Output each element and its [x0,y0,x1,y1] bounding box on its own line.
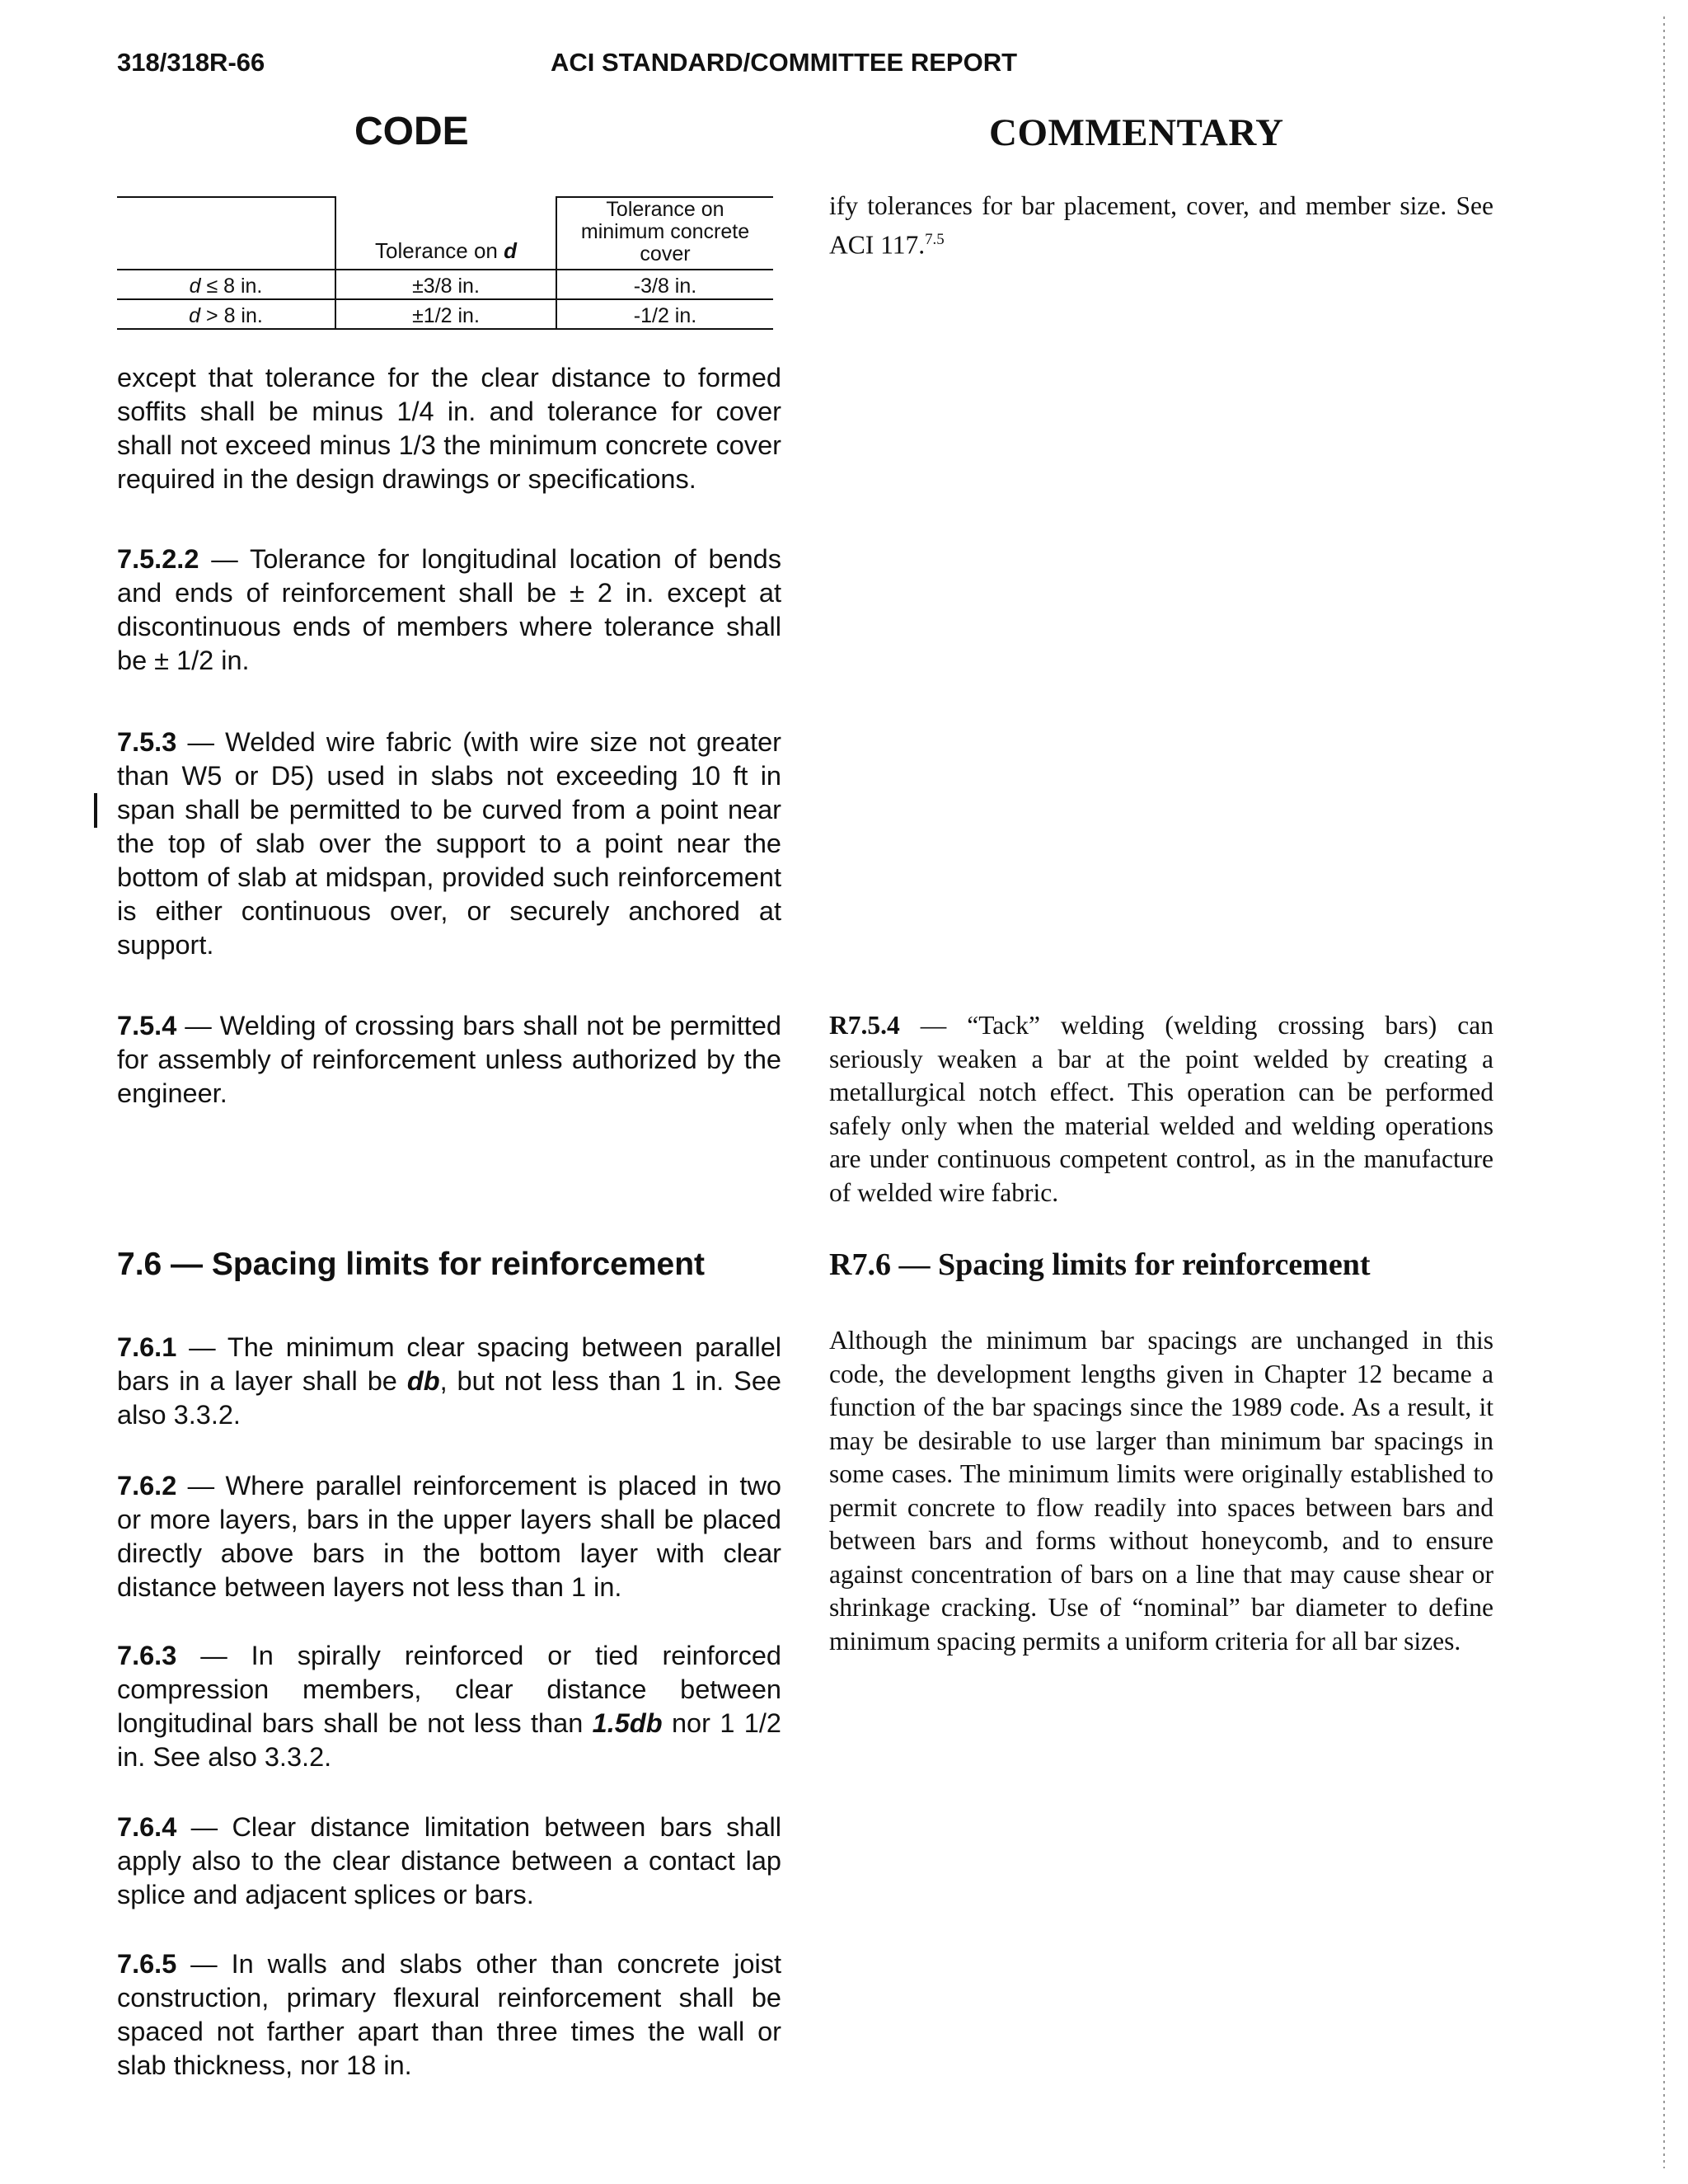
table-row [117,270,773,299]
page-number: 318/318R-66 [117,48,265,77]
section-7-6-4: 7.6.4 — Clear distance limitation between bars shall apply also to the clear distance between a contact lap splice and adjacent splices or bars. [117,1812,781,1909]
row-tolerance-d: ±1/2 in. [335,299,556,329]
row-condition: d ≤ 8 in. [117,270,335,299]
row-tolerance-cover: -3/8 in. [556,270,773,299]
commentary-continuation: ify tolerances for bar placement, cover, and member size. See ACI 117.$^{7.5}$ [829,191,1493,259]
section-7-6-2: 7.6.2 — Where parallel reinforcement is placed in two or more layers, bars in the upper layers shall be placed directly above bars in the bottom layer with clear distance between layers not less than 1 in. [117,1471,781,1602]
row-tolerance-cover: -1/2 in. [556,299,773,329]
commentary-r7-5-4: R7.5.4 — “Tack” welding (welding crossing bars) can seriously weaken a bar at the point welded by creating a metallurgical notch effect. This operation can be performed safely only when the material welded and welding operations are under continuous competent control, as in the manufacture of welded wire fabric. [829,1011,1493,1207]
scan-edge-line [1663,16,1665,2168]
revision-change-bar [94,793,97,828]
section-7-6-5: 7.6.5 — In walls and slabs other than concrete joist construction, primary flexural reinforcement shall be spaced not farther apart than three times the wall or slab thickness, nor 18 in. [117,1949,781,2080]
section-7-6-heading: 7.6 — Spacing limits for reinforcement [117,1247,706,1282]
commentary-r7-6-heading: R7.6 — Spacing limits for reinforcement [829,1247,1371,1282]
section-7-5-4: 7.5.4 — Welding of crossing bars shall not be permitted for assembly of reinforcement unless authorized by the engineer. [117,1011,781,1108]
commentary-column-heading: COMMENTARY [989,111,1284,154]
section-7-6-1: 7.6.1 — The minimum clear spacing between parallel bars in a layer shall be db, but not less than 1 in. See also 3.3.2. [117,1332,781,1430]
table-row [117,299,773,329]
row-tolerance-d: ±3/8 in. [335,270,556,299]
tolerance-on-d-header: Tolerance on d [335,197,556,270]
tolerance-on-cover-header: Tolerance on minimum concrete cover [556,197,773,270]
section-7-5-2-2: 7.5.2.2 — Tolerance for longitudinal location of bends and ends of reinforcement shall be ± 2 in. except at discontinuous ends of members where tolerance shall be ± 1/2 in. [117,544,781,675]
tolerance-table-header-row [117,197,773,270]
code-column-heading: CODE [354,110,469,153]
table-note-paragraph: except that tolerance for the clear distance to formed soffits shall be minus 1/4 in. and tolerance for cover shall not exceed minus 1/3 the minimum concrete cover required in the design drawings or specifications. [117,363,781,494]
running-header-title: ACI STANDARD/COMMITTEE REPORT [551,48,1018,77]
section-7-6-3: 7.6.3 — In spirally reinforced or tied reinforced compression members, clear distance between longitudinal bars shall be not less than 1.5db nor 1 1/2 in. See also 3.3.2. [117,1641,781,1772]
tolerance-table [117,196,773,330]
section-7-5-3: 7.5.3 — Welded wire fabric (with wire size not greater than W5 or D5) used in slabs not exceeding 10 ft in span shall be permitted to be curved from a point near the top of slab over the support to a point near the bottom of slab at midspan, provided such reinforcement is either continuous over, or securely anchored at support. [117,727,781,960]
commentary-r7-6-paragraph: Although the minimum bar spacings are unchanged in this code, the development lengths given in Chapter 12 became a function of the bar spacings since the 1989 code. As a result, it may be desirable to use larger than minimum bar spacings in some cases. The minimum limits were originally established to permit concrete to flow readily into spaces between bars and between bars and forms without honeycomb, and to ensure against concentration of bars on a line that may cause shear or shrinkage cracking. Use of “nominal” bar diameter to define minimum spacing permits a uniform criteria for all bar sizes. [829,1326,1493,1656]
row-condition: d > 8 in. [117,299,335,329]
